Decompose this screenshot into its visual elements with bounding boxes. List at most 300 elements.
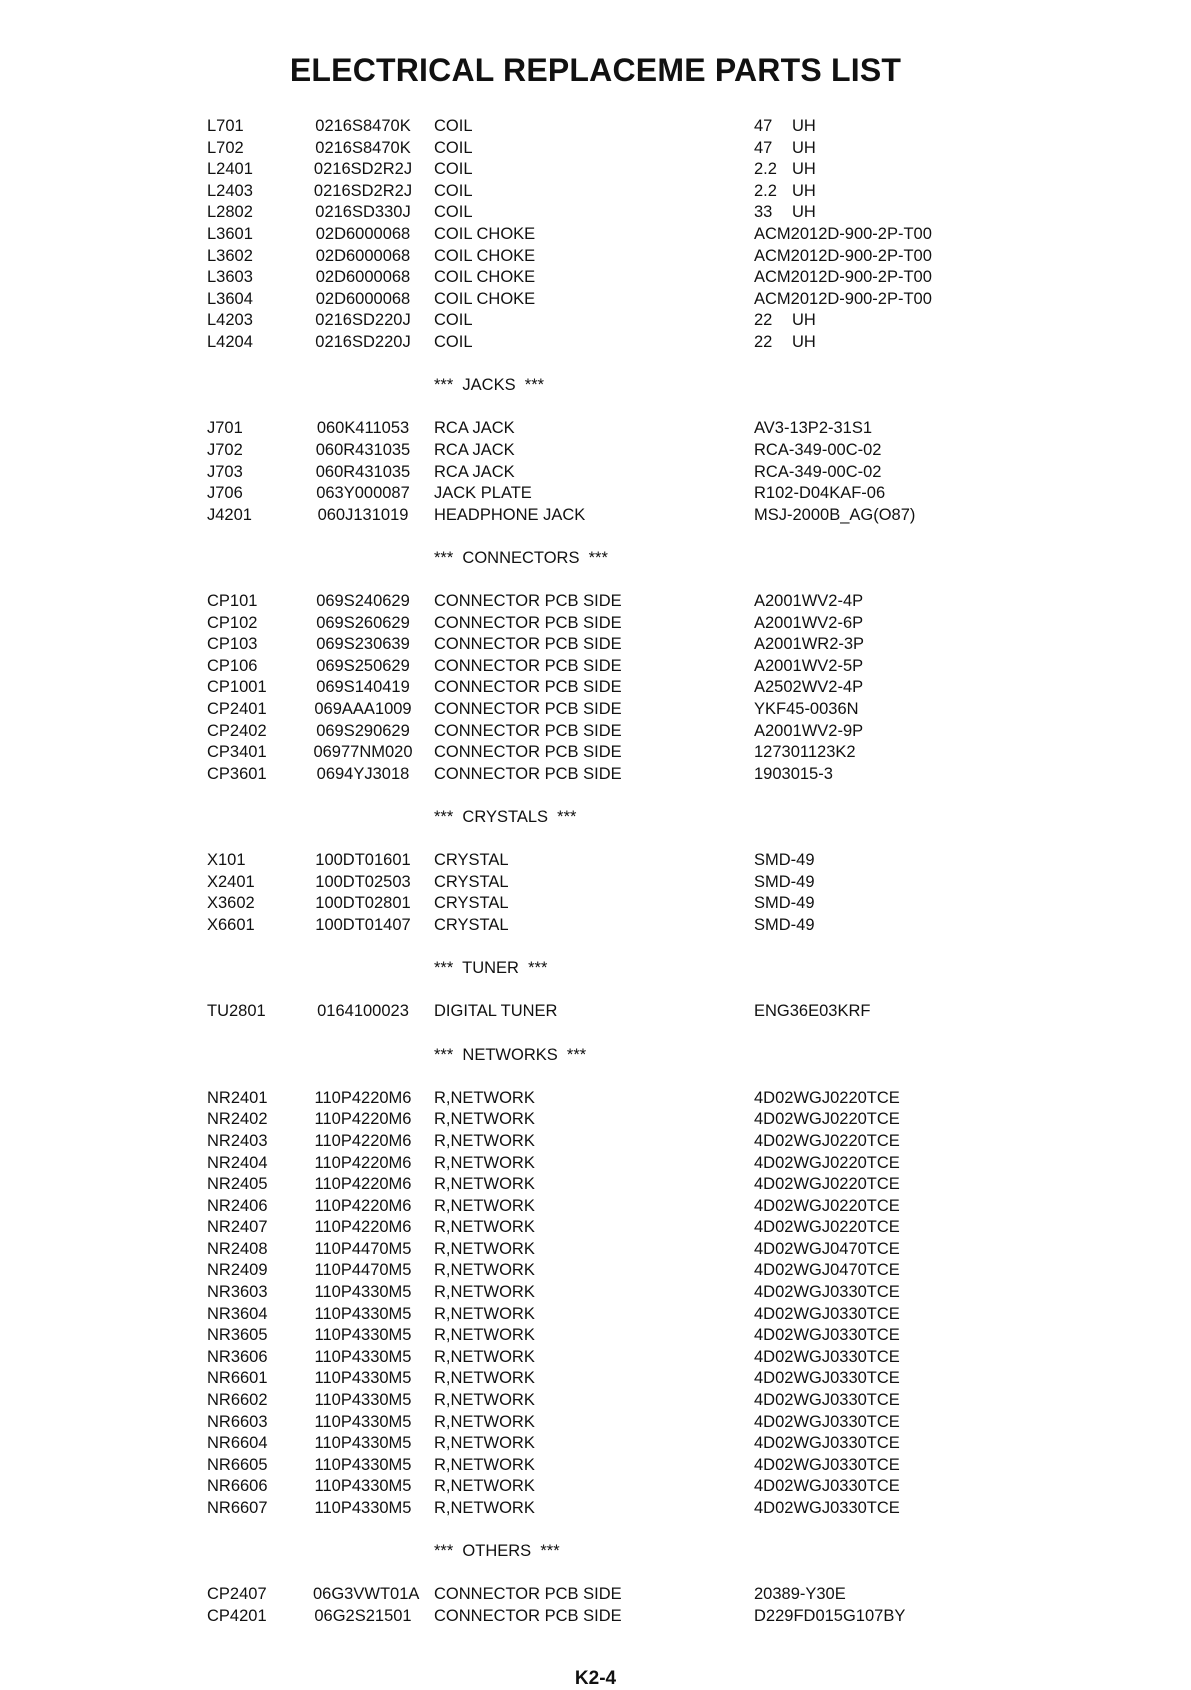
spacer-row <box>0 829 1191 851</box>
section-heading: *** OTHERS *** <box>434 1542 560 1561</box>
part-spec: 127301123K2 <box>754 743 856 762</box>
part-description: R,NETWORK <box>434 1175 535 1194</box>
ref-designator: CP2401 <box>207 700 267 719</box>
part-spec: 4D02WGJ0470TCE <box>754 1239 900 1258</box>
part-spec: SMD-49 <box>754 851 815 870</box>
part-spec: 4D02WGJ0220TCE <box>754 1131 900 1150</box>
spec-value: 47 <box>754 117 773 135</box>
ref-designator: NR2401 <box>207 1088 268 1107</box>
part-number: 069S290629 <box>316 721 410 740</box>
part-spec: A2001WV2-9P <box>754 721 864 740</box>
part-number: 100DT02801 <box>315 894 411 913</box>
part-description: CONNECTOR PCB SIDE <box>434 743 622 762</box>
spacer-row <box>0 1066 1191 1088</box>
ref-designator: NR6605 <box>207 1455 268 1474</box>
part-number: 110P4220M6 <box>314 1218 412 1237</box>
part-description: DIGITAL TUNER <box>434 1002 558 1021</box>
part-spec: 4D02WGJ0330TCE <box>754 1283 900 1302</box>
ref-designator: L2802 <box>207 203 253 222</box>
spec-unit: UH <box>792 332 816 351</box>
parts-row <box>0 1282 1191 1304</box>
ref-designator: X3602 <box>207 894 255 913</box>
part-spec: A2502WV2-4P <box>754 678 864 697</box>
part-number: 110P4330M5 <box>314 1412 412 1431</box>
parts-row <box>0 1455 1191 1477</box>
part-number: 06G2S21501 <box>314 1606 412 1625</box>
ref-designator: J706 <box>207 484 243 503</box>
section-heading: *** NETWORKS *** <box>434 1045 587 1064</box>
part-description: CRYSTAL <box>434 851 509 870</box>
section-heading: *** CRYSTALS *** <box>434 808 577 826</box>
part-description: R,NETWORK <box>434 1088 535 1107</box>
part-description: R,NETWORK <box>434 1499 535 1517</box>
ref-designator: X101 <box>207 851 246 870</box>
section-heading-row <box>0 1541 1191 1563</box>
part-description: R,NETWORK <box>434 1196 535 1215</box>
parts-row <box>0 699 1191 721</box>
part-spec: A2001WR2-3P <box>754 635 865 654</box>
part-description: CRYSTAL <box>434 894 509 913</box>
part-description: CONNECTOR PCB SIDE <box>434 700 622 719</box>
part-number: 110P4330M5 <box>314 1347 412 1366</box>
part-number: 110P4470M5 <box>314 1239 412 1258</box>
part-description: CONNECTOR PCB SIDE <box>434 764 622 783</box>
parts-row <box>0 440 1191 462</box>
parts-row <box>0 1088 1191 1110</box>
part-description: COIL CHOKE <box>434 224 536 243</box>
part-description: R,NETWORK <box>434 1412 535 1431</box>
parts-row <box>0 181 1191 203</box>
page-number: K2-4 <box>574 1668 617 1689</box>
part-number: 0694YJ3018 <box>316 764 410 783</box>
ref-designator: NR6604 <box>207 1434 268 1453</box>
part-spec: 4D02WGJ0330TCE <box>754 1455 900 1474</box>
parts-row <box>0 1131 1191 1153</box>
parts-row <box>0 656 1191 678</box>
section-heading-row <box>0 807 1191 829</box>
part-number: 0216SD330J <box>315 203 411 222</box>
part-description: COIL <box>434 117 473 135</box>
ref-designator: L2401 <box>207 160 253 179</box>
ref-designator: X2401 <box>207 872 255 891</box>
part-number: 110P4330M5 <box>314 1391 412 1410</box>
part-number: 0216S8470K <box>315 138 411 157</box>
ref-designator: CP2407 <box>207 1585 267 1604</box>
part-spec: D229FD015G107BY <box>754 1606 906 1625</box>
part-spec: 4D02WGJ0330TCE <box>754 1434 900 1453</box>
parts-row <box>0 721 1191 743</box>
parts-row <box>0 1196 1191 1218</box>
spacer-row <box>0 354 1191 376</box>
ref-designator: NR6606 <box>207 1477 268 1496</box>
part-description: COIL <box>434 138 473 157</box>
part-spec: ENG36E03KRF <box>754 1002 871 1021</box>
parts-row <box>0 915 1191 937</box>
parts-row <box>0 1433 1191 1455</box>
page-title: ELECTRICAL REPLACEME PARTS LIST <box>289 52 902 88</box>
ref-designator: NR3603 <box>207 1283 268 1302</box>
parts-row <box>0 332 1191 354</box>
parts-row <box>0 764 1191 786</box>
part-spec: 4D02WGJ0220TCE <box>754 1088 900 1107</box>
parts-row <box>0 418 1191 440</box>
ref-designator: L3603 <box>207 268 253 287</box>
parts-row <box>0 872 1191 894</box>
parts-row <box>0 1498 1191 1520</box>
part-description: R,NETWORK <box>434 1434 535 1453</box>
part-number: 110P4330M5 <box>314 1304 412 1323</box>
part-description: R,NETWORK <box>434 1477 535 1496</box>
parts-row <box>0 159 1191 181</box>
part-number: 069S240629 <box>316 592 410 611</box>
part-number: 0216S8470K <box>315 117 411 135</box>
parts-row <box>0 1239 1191 1261</box>
part-number: 100DT02503 <box>315 872 411 891</box>
part-spec: 4D02WGJ0220TCE <box>754 1175 900 1194</box>
part-spec: 4D02WGJ0330TCE <box>754 1412 900 1431</box>
part-number: 110P4330M5 <box>314 1477 412 1496</box>
part-spec: SMD-49 <box>754 915 815 934</box>
ref-designator: L3604 <box>207 289 253 308</box>
parts-row <box>0 289 1191 311</box>
parts-row <box>0 224 1191 246</box>
spec-value: 2.2 <box>754 181 777 200</box>
parts-row <box>0 1153 1191 1175</box>
ref-designator: NR6603 <box>207 1412 268 1431</box>
part-number: 110P4330M5 <box>314 1434 412 1453</box>
part-number: 069AAA1009 <box>314 700 412 719</box>
part-description: CONNECTOR PCB SIDE <box>434 1606 622 1625</box>
parts-row <box>0 267 1191 289</box>
part-description: R,NETWORK <box>434 1326 535 1345</box>
part-spec <box>754 116 816 138</box>
part-spec <box>754 310 816 332</box>
part-spec: YKF45-0036N <box>754 700 859 719</box>
spec-unit: UH <box>792 160 816 179</box>
part-spec: ACM2012D-900-2P-T00 <box>754 224 932 243</box>
part-spec <box>754 181 816 203</box>
spec-unit: UH <box>792 117 816 135</box>
part-number: 110P4220M6 <box>314 1175 412 1194</box>
parts-list <box>0 116 1191 1628</box>
part-spec: 4D02WGJ0330TCE <box>754 1369 900 1388</box>
spec-value: 47 <box>754 138 773 157</box>
ref-designator: NR2403 <box>207 1131 268 1150</box>
parts-row <box>0 613 1191 635</box>
ref-designator: NR3604 <box>207 1304 268 1323</box>
spec-value: 33 <box>754 203 773 222</box>
part-spec: RCA-349-00C-02 <box>754 462 882 481</box>
part-spec: 4D02WGJ0330TCE <box>754 1391 900 1410</box>
part-number: 060R431035 <box>315 462 411 481</box>
part-description: CONNECTOR PCB SIDE <box>434 678 622 697</box>
part-spec: MSJ-2000B_AG(O87) <box>754 505 916 524</box>
ref-designator: NR6607 <box>207 1499 268 1517</box>
ref-designator: CP103 <box>207 635 258 654</box>
part-description: CONNECTOR PCB SIDE <box>434 613 622 632</box>
parts-row <box>0 1390 1191 1412</box>
part-number: 110P4470M5 <box>314 1261 412 1280</box>
part-spec: A2001WV2-6P <box>754 613 864 632</box>
ref-designator: CP4201 <box>207 1606 267 1625</box>
part-spec: R102-D04KAF-06 <box>754 484 886 503</box>
parts-row <box>0 246 1191 268</box>
part-description: R,NETWORK <box>434 1455 535 1474</box>
ref-designator: NR2407 <box>207 1218 268 1237</box>
parts-row <box>0 1476 1191 1498</box>
part-spec: SMD-49 <box>754 872 815 891</box>
ref-designator: NR6601 <box>207 1369 268 1388</box>
part-spec <box>754 332 816 354</box>
ref-designator: L4203 <box>207 311 253 330</box>
part-number: 060K411053 <box>316 419 410 438</box>
part-spec: RCA-349-00C-02 <box>754 440 882 459</box>
parts-row <box>0 893 1191 915</box>
parts-row <box>0 202 1191 224</box>
part-description: R,NETWORK <box>434 1218 535 1237</box>
parts-row <box>0 1001 1191 1023</box>
part-spec: ACM2012D-900-2P-T00 <box>754 246 932 265</box>
part-number: 110P4330M5 <box>314 1499 412 1517</box>
parts-row <box>0 634 1191 656</box>
part-spec: A2001WV2-5P <box>754 656 864 675</box>
part-description: COIL <box>434 332 473 351</box>
ref-designator: TU2801 <box>207 1002 266 1021</box>
ref-designator: NR2402 <box>207 1110 268 1129</box>
parts-row <box>0 116 1191 138</box>
ref-designator: CP3601 <box>207 764 267 783</box>
ref-designator: CP101 <box>207 592 258 611</box>
part-description: COIL CHOKE <box>434 246 536 265</box>
part-number: 110P4220M6 <box>314 1088 412 1107</box>
part-description: RCA JACK <box>434 462 515 481</box>
ref-designator: L702 <box>207 138 244 157</box>
part-number: 063Y000087 <box>316 484 410 503</box>
parts-row <box>0 1109 1191 1131</box>
ref-designator: L701 <box>207 117 244 135</box>
part-spec: 4D02WGJ0330TCE <box>754 1477 900 1496</box>
part-number: 02D6000068 <box>315 246 411 265</box>
part-spec: ACM2012D-900-2P-T00 <box>754 268 932 287</box>
ref-designator: J701 <box>207 419 243 438</box>
spacer-row <box>0 937 1191 959</box>
part-number: 0216SD2R2J <box>313 181 413 200</box>
parts-row <box>0 742 1191 764</box>
part-number: 069S230639 <box>316 635 410 654</box>
ref-designator: CP3401 <box>207 743 267 762</box>
spacer-row <box>0 1563 1191 1585</box>
part-description: COIL CHOKE <box>434 268 536 287</box>
part-number: 02D6000068 <box>315 268 411 287</box>
part-number: 0164100023 <box>317 1002 409 1021</box>
ref-designator: NR2404 <box>207 1153 268 1172</box>
part-number: 0216SD220J <box>315 311 411 330</box>
spec-value: 22 <box>754 311 773 330</box>
part-number: 069S140419 <box>316 678 410 697</box>
part-spec: 4D02WGJ0330TCE <box>754 1499 900 1517</box>
parts-row <box>0 462 1191 484</box>
part-number: 06G3VWT01A <box>313 1585 420 1604</box>
part-description: R,NETWORK <box>434 1304 535 1323</box>
part-description: JACK PLATE <box>434 484 532 503</box>
part-number: 110P4220M6 <box>314 1110 412 1129</box>
part-description: CRYSTAL <box>434 915 509 934</box>
ref-designator: X6601 <box>207 915 255 934</box>
part-number: 069S260629 <box>316 613 410 632</box>
part-spec: 4D02WGJ0220TCE <box>754 1110 900 1129</box>
part-spec: 4D02WGJ0330TCE <box>754 1304 900 1323</box>
ref-designator: NR3605 <box>207 1326 268 1345</box>
spacer-row <box>0 785 1191 807</box>
part-description: RCA JACK <box>434 419 515 438</box>
spacer-row <box>0 1520 1191 1542</box>
part-description: R,NETWORK <box>434 1261 535 1280</box>
part-spec: AV3-13P2-31S1 <box>754 419 873 438</box>
parts-row <box>0 850 1191 872</box>
parts-row <box>0 1304 1191 1326</box>
ref-designator: L3601 <box>207 224 253 243</box>
ref-designator: J703 <box>207 462 243 481</box>
part-spec: ACM2012D-900-2P-T00 <box>754 289 932 308</box>
part-number: 110P4330M5 <box>314 1369 412 1388</box>
parts-row <box>0 1260 1191 1282</box>
ref-designator: J4201 <box>207 505 252 524</box>
spacer-row <box>0 569 1191 591</box>
part-number: 0216SD220J <box>315 332 411 351</box>
section-heading-row <box>0 958 1191 980</box>
section-heading: *** JACKS *** <box>434 376 545 395</box>
part-description: CONNECTOR PCB SIDE <box>434 721 622 740</box>
part-number: 06977NM020 <box>313 743 413 762</box>
part-description: R,NETWORK <box>434 1110 535 1129</box>
part-number: 110P4220M6 <box>314 1153 412 1172</box>
part-number: 110P4330M5 <box>314 1283 412 1302</box>
parts-row <box>0 138 1191 160</box>
part-number: 060R431035 <box>315 440 411 459</box>
part-description: R,NETWORK <box>434 1153 535 1172</box>
part-spec <box>754 138 816 160</box>
ref-designator: NR3606 <box>207 1347 268 1366</box>
part-number: 110P4220M6 <box>314 1131 412 1150</box>
part-description: R,NETWORK <box>434 1347 535 1366</box>
part-spec: A2001WV2-4P <box>754 592 864 611</box>
part-number: 110P4330M5 <box>314 1455 412 1474</box>
part-description: R,NETWORK <box>434 1131 535 1150</box>
part-spec: 1903015-3 <box>754 764 833 783</box>
ref-designator: NR2409 <box>207 1261 268 1280</box>
ref-designator: NR2406 <box>207 1196 268 1215</box>
part-number: 02D6000068 <box>315 289 411 308</box>
part-spec: 4D02WGJ0330TCE <box>754 1326 900 1345</box>
part-number: 100DT01601 <box>315 851 411 870</box>
part-description: CONNECTOR PCB SIDE <box>434 656 622 675</box>
ref-designator: CP2402 <box>207 721 267 740</box>
part-spec <box>754 202 816 224</box>
part-spec: SMD-49 <box>754 894 815 913</box>
part-description: HEADPHONE JACK <box>434 505 586 524</box>
spacer-row <box>0 526 1191 548</box>
parts-row <box>0 1174 1191 1196</box>
part-spec: 4D02WGJ0220TCE <box>754 1153 900 1172</box>
parts-row <box>0 1584 1191 1606</box>
parts-row <box>0 1368 1191 1390</box>
part-description: COIL CHOKE <box>434 289 536 308</box>
spec-unit: UH <box>792 181 816 200</box>
ref-designator: CP106 <box>207 656 258 675</box>
part-number: 100DT01407 <box>315 915 411 934</box>
section-heading: *** CONNECTORS *** <box>434 548 608 567</box>
parts-row <box>0 1217 1191 1239</box>
part-number: 02D6000068 <box>315 224 411 243</box>
spec-unit: UH <box>792 311 816 330</box>
parts-row <box>0 1606 1191 1628</box>
ref-designator: CP102 <box>207 613 258 632</box>
part-description: R,NETWORK <box>434 1369 535 1388</box>
parts-row <box>0 1325 1191 1347</box>
part-number: 069S250629 <box>316 656 410 675</box>
part-spec: 4D02WGJ0470TCE <box>754 1261 900 1280</box>
ref-designator: L4204 <box>207 332 253 351</box>
part-spec: 4D02WGJ0220TCE <box>754 1218 900 1237</box>
part-number: 110P4330M5 <box>314 1326 412 1345</box>
spacer-row <box>0 397 1191 419</box>
part-description: R,NETWORK <box>434 1391 535 1410</box>
part-description: CONNECTOR PCB SIDE <box>434 592 622 611</box>
ref-designator: CP1001 <box>207 678 267 697</box>
part-description: COIL <box>434 311 473 330</box>
parts-row <box>0 505 1191 527</box>
part-number: 060J131019 <box>317 505 409 524</box>
part-description: R,NETWORK <box>434 1239 535 1258</box>
part-description: COIL <box>434 181 473 200</box>
spec-unit: UH <box>792 138 816 157</box>
part-description: RCA JACK <box>434 440 515 459</box>
part-description: CONNECTOR PCB SIDE <box>434 635 622 654</box>
part-number: 110P4220M6 <box>314 1196 412 1215</box>
section-heading-row <box>0 375 1191 397</box>
part-description: CONNECTOR PCB SIDE <box>434 1585 622 1604</box>
ref-designator: NR2408 <box>207 1239 268 1258</box>
part-number: 0216SD2R2J <box>313 160 413 179</box>
parts-row <box>0 677 1191 699</box>
part-spec: 20389-Y30E <box>754 1585 846 1604</box>
part-description: R,NETWORK <box>434 1283 535 1302</box>
parts-row <box>0 591 1191 613</box>
part-spec <box>754 159 816 181</box>
section-heading-row <box>0 548 1191 570</box>
part-description: COIL <box>434 160 473 179</box>
spacer-row <box>0 1023 1191 1045</box>
section-heading-row <box>0 1045 1191 1067</box>
part-spec: 4D02WGJ0220TCE <box>754 1196 900 1215</box>
ref-designator: L3602 <box>207 246 253 265</box>
section-heading: *** TUNER *** <box>434 959 548 978</box>
spec-unit: UH <box>792 203 816 222</box>
ref-designator: NR6602 <box>207 1391 268 1410</box>
spacer-row <box>0 980 1191 1002</box>
parts-row <box>0 483 1191 505</box>
spec-value: 2.2 <box>754 160 777 179</box>
ref-designator: J702 <box>207 440 243 459</box>
parts-row <box>0 1347 1191 1369</box>
parts-row <box>0 1412 1191 1434</box>
spec-value: 22 <box>754 332 773 351</box>
parts-row <box>0 310 1191 332</box>
ref-designator: L2403 <box>207 181 253 200</box>
part-description: COIL <box>434 203 473 222</box>
ref-designator: NR2405 <box>207 1175 268 1194</box>
part-spec: 4D02WGJ0330TCE <box>754 1347 900 1366</box>
